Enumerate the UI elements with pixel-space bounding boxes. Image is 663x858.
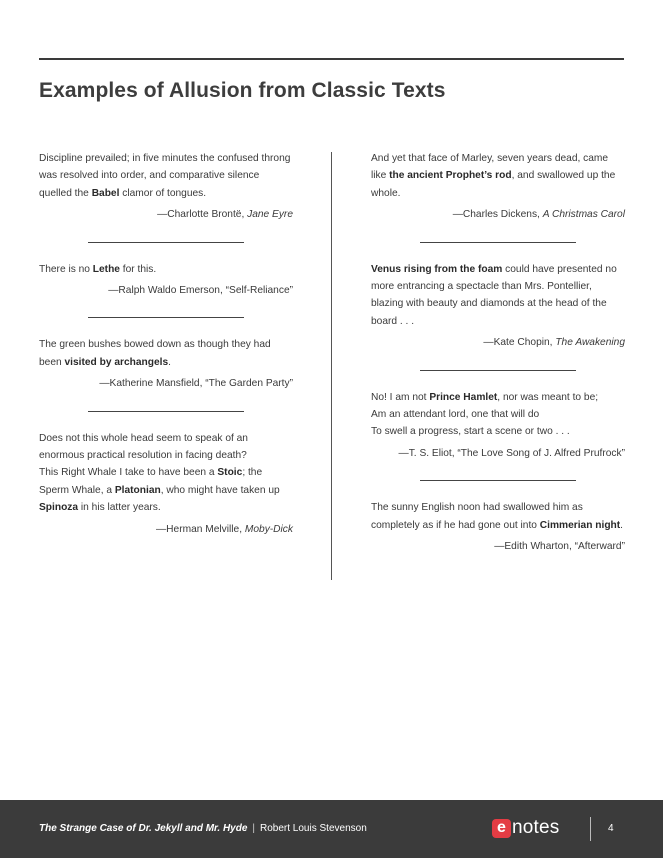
quote-fragment: And yet that face of Marley, seven years dead, came like <box>371 153 609 182</box>
quote-fragment: The sunny English noon had swallowed him as completely as if he had gone out into <box>371 502 583 531</box>
attribution-author: —T. S. Eliot, <box>398 447 458 459</box>
quote-separator <box>88 317 244 318</box>
quote-block <box>39 261 293 300</box>
quote-fragment: To swell a progress, start a scene or two . . . <box>371 426 570 438</box>
quote-attribution <box>371 206 625 223</box>
allusion-term: the ancient Prophet’s rod <box>389 170 512 182</box>
attribution-author: —Katherine Mansfield, <box>99 378 206 390</box>
top-rule <box>39 58 624 60</box>
quote-fragment: in his latter years. <box>78 502 161 514</box>
quote-text <box>371 261 625 331</box>
quote-block <box>371 150 625 224</box>
attribution-work: Moby-Dick <box>244 523 293 535</box>
attribution-work: “Self-Reliance” <box>225 285 293 297</box>
quote-block <box>371 499 625 555</box>
quote-fragment: No! I am not <box>371 391 430 403</box>
footer-citation <box>39 823 367 834</box>
quote-attribution <box>39 282 293 299</box>
attribution-work: “The Love Song of J. Alfred Prufrock” <box>457 447 625 459</box>
attribution-work: Jane Eyre <box>247 209 293 221</box>
quote-fragment: Does not this whole head seem to speak of an enormous practical resolution in facing death? <box>39 432 248 462</box>
quote-attribution <box>371 445 625 462</box>
enotes-logo-e: e <box>492 819 511 838</box>
page-title: Examples of Allusion from Classic Texts <box>39 79 446 102</box>
allusion-term: Babel <box>91 187 120 199</box>
quote-separator <box>88 242 244 243</box>
quote-attribution <box>371 334 625 351</box>
quote-text <box>371 499 625 534</box>
quote-fragment: There is no <box>39 263 93 275</box>
attribution-author: —Edith Wharton, <box>494 541 575 553</box>
allusion-term: Platonian <box>114 484 161 496</box>
quote-attribution <box>39 375 293 392</box>
quote-fragment: This Right Whale I take to have been a <box>39 467 218 479</box>
quote-fragment: Discipline prevailed; in five minutes the confused throng was resolved into order, and comparative silence quelled the <box>39 153 291 199</box>
quote-attribution <box>39 206 293 223</box>
quote-block <box>39 150 293 224</box>
allusion-term: Prince Hamlet <box>429 391 498 403</box>
allusion-term: visited by archangels <box>64 356 169 368</box>
column-divider <box>331 152 332 580</box>
footer-separator: | <box>252 823 256 834</box>
quote-text <box>39 150 293 202</box>
attribution-author: —Charlotte Brontë, <box>157 209 248 221</box>
quote-text <box>39 430 293 517</box>
quote-block <box>371 389 625 463</box>
quote-fragment: . <box>620 519 624 531</box>
attribution-author: —Charles Dickens, <box>452 209 543 221</box>
attribution-author: —Ralph Waldo Emerson, <box>108 285 226 297</box>
quote-fragment: . <box>168 356 171 368</box>
quote-block <box>371 261 625 352</box>
quote-fragment: , who might have taken up <box>160 484 280 496</box>
footer-divider <box>590 817 591 841</box>
quote-fragment: ; the Sperm Whale, a <box>39 467 263 496</box>
page-number: 4 <box>608 823 614 834</box>
attribution-work: “Afterward” <box>574 541 625 553</box>
quote-fragment: clamor of tongues. <box>119 187 207 199</box>
quote-separator <box>88 411 244 412</box>
attribution-work: “The Garden Party” <box>205 378 293 390</box>
footer <box>0 800 663 858</box>
quote-block <box>39 430 293 538</box>
quote-text <box>39 261 293 278</box>
quote-fragment: Am an attendant lord, one that will do <box>371 409 540 421</box>
footer-book-title: The Strange Case of Dr. Jekyll and Mr. Hyde <box>39 823 248 834</box>
quote-fragment: for this. <box>119 263 157 275</box>
enotes-logo-text: notes <box>512 817 560 838</box>
quote-block <box>39 336 293 392</box>
quote-separator <box>420 370 576 371</box>
quote-text <box>39 336 293 371</box>
footer-author: Robert Louis Stevenson <box>260 823 367 834</box>
allusion-term: Venus rising from the foam <box>371 263 503 275</box>
right-column <box>371 150 625 556</box>
quote-separator <box>420 242 576 243</box>
quote-attribution <box>371 538 625 555</box>
allusion-term: Cimmerian night <box>539 519 621 531</box>
allusion-term: Lethe <box>92 263 120 275</box>
quote-separator <box>420 480 576 481</box>
attribution-author: —Kate Chopin, <box>483 337 556 349</box>
quote-text <box>371 150 625 202</box>
quote-fragment: could have presented no more entrancing a spectacle than Mrs. Pontellier, blazing with beauty and diamonds at the head of the board . . . <box>371 263 617 327</box>
quote-fragment: , nor was meant to be; <box>497 391 599 403</box>
quote-fragment: The green bushes bowed down as though they had been <box>39 339 271 368</box>
allusion-term: Spinoza <box>39 502 79 514</box>
left-column <box>39 150 293 538</box>
attribution-work: The Awakening <box>555 337 625 349</box>
enotes-logo[interactable] <box>492 817 559 839</box>
quote-text <box>371 389 625 441</box>
allusion-term: Stoic <box>217 467 243 479</box>
attribution-author: —Herman Melville, <box>155 523 245 535</box>
attribution-work: A Christmas Carol <box>542 209 625 221</box>
quote-attribution <box>39 521 293 538</box>
quote-fragment: , and swallowed up the whole. <box>371 170 616 199</box>
